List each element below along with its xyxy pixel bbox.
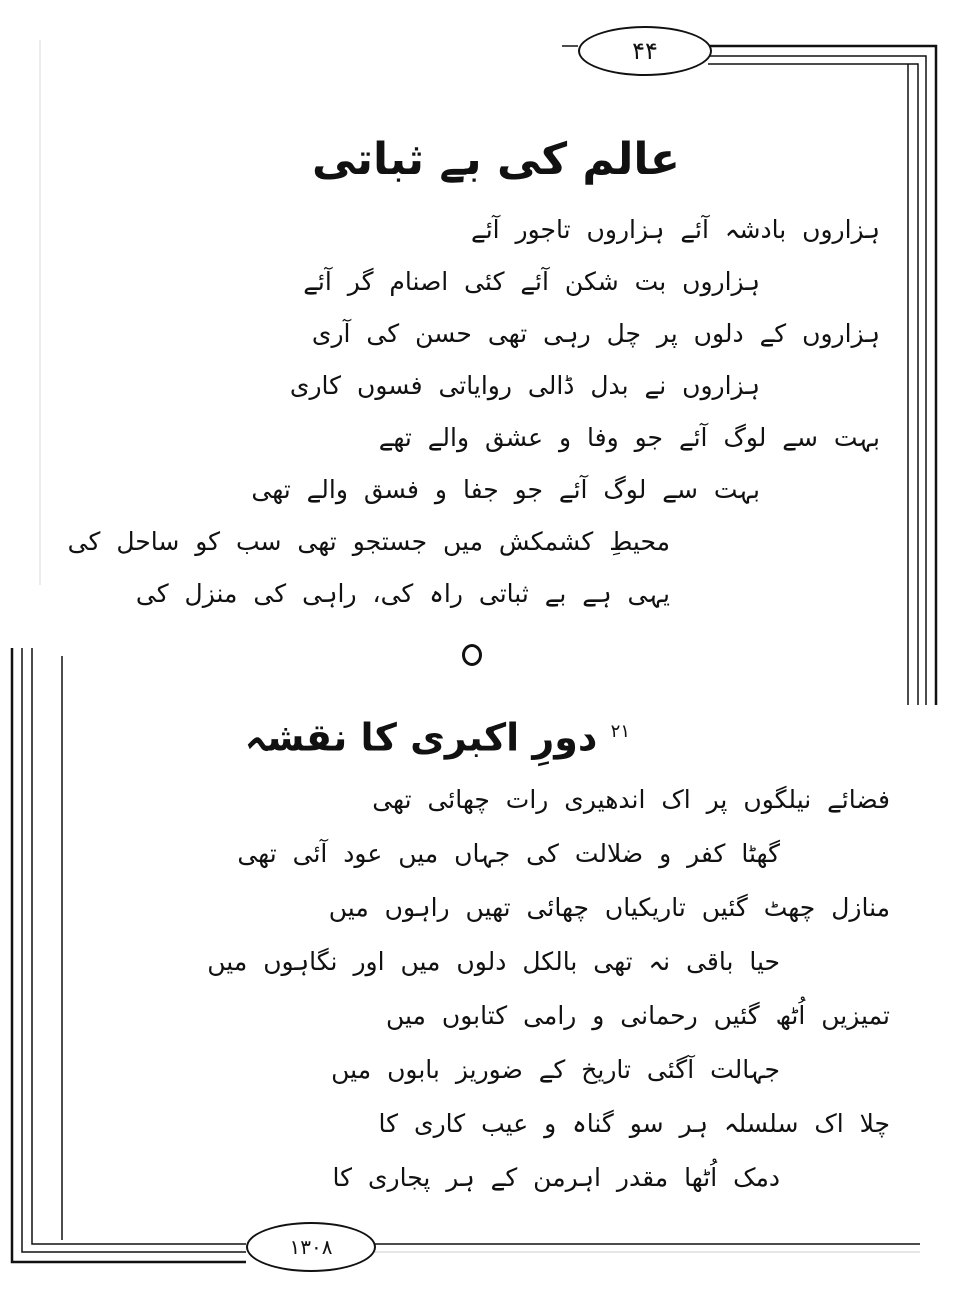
poem-title-text: دورِ اکبری کا نقشہ [244, 715, 598, 760]
section-separator-circle [462, 644, 482, 666]
poem-1-line: محیطِ کشمکش میں جستجو تھی سب کو ساحل کی [67, 527, 670, 556]
poem-2-line: گھٹا کفر و ضلالت کی جہاں میں عود آئی تھی [237, 839, 780, 868]
poem-1-line: ہزاروں کے دلوں پر چل رہی تھی حسن کی آری [311, 319, 880, 348]
page-number-bottom: ۱۳۰۸ [246, 1222, 376, 1272]
poem-1-line: ہزاروں بادشہ آئے ہزاروں تاجور آئے [471, 215, 880, 244]
poem-2-line: دمک اُٹھا مقدر اہرمن کے ہر پجاری کا [332, 1163, 780, 1192]
poem-title-alam-ki-be-sabati: عالم کی بے ثباتی [311, 134, 680, 185]
poem-1-line: بہت سے لوگ آئے جو جفا و فسق والے تھی [251, 475, 760, 504]
poem-title-daur-e-akbari-ka-naqsha [244, 706, 630, 764]
footnote-mark: ۲۱ [610, 721, 630, 742]
poem-1-line: ہزاروں بت شکن آئے کئی اصنام گر آئے [303, 267, 760, 296]
poem-2-line: منازل چھٹ گئیں تاریکیاں چھائی تھیں راہوں میں [328, 893, 890, 922]
poem-1-line: بہت سے لوگ آئے جو وفا و عشق والے تھے [378, 423, 880, 452]
poem-2-line: تمیزیں اُٹھ گئیں رحمانی و رامی کتابوں میں [385, 1001, 890, 1030]
poem-2-line: چلا اک سلسلہ ہر سو گناہ و عیب کاری کا [378, 1109, 890, 1138]
poem-2-line: جہالت آگئی تاریخ کے ضوریز بابوں میں [331, 1055, 780, 1084]
poem-2-line: فضائے نیلگوں پر اک اندھیری رات چھائی تھی [372, 785, 890, 814]
poem-1-line: یہی ہے بے ثباتی راہ کی، راہی کی منزل کی [135, 579, 670, 608]
page-number-top: ۴۴ [578, 26, 712, 76]
poem-1-line: ہزاروں نے بدل ڈالی روایاتی فسوں کاری [289, 371, 760, 400]
poem-2-line: حیا باقی نہ تھی بالکل دلوں میں اور نگاہوں میں [207, 947, 780, 976]
